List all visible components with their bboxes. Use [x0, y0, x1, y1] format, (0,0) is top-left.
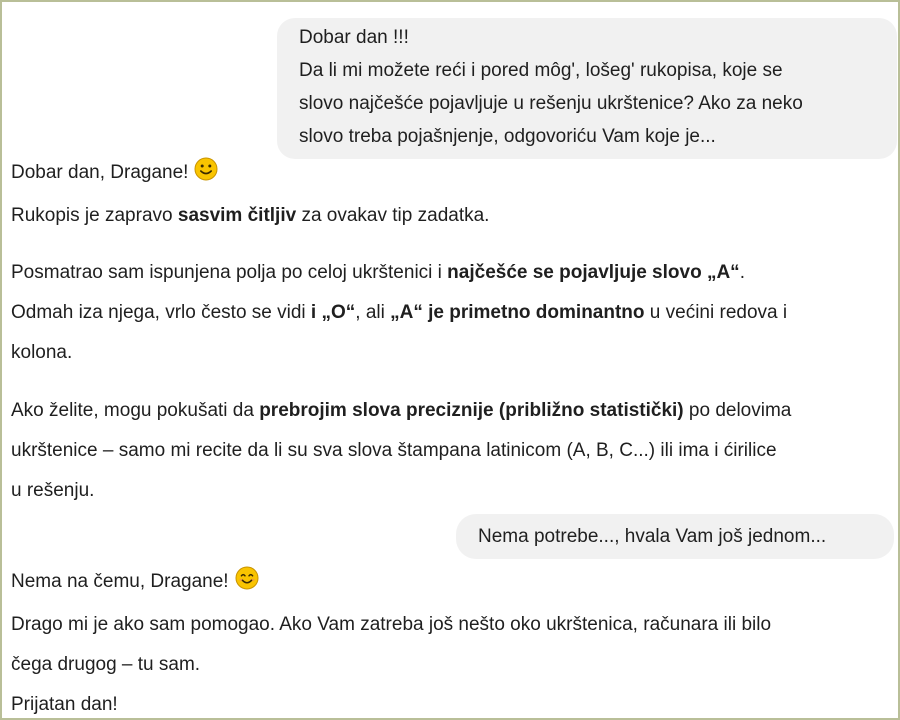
slightly-smiling-face-icon [194, 156, 218, 196]
reply-bold-text: prebrojim slova preciznije (približno statistički) [259, 400, 684, 421]
reply-text: . [739, 262, 745, 283]
user-message-text: Nema potrebe..., hvala Vam još jednom... [478, 526, 827, 547]
assistant-reply [11, 153, 890, 511]
reply-greeting: Dobar dan, Dragane! [11, 162, 189, 183]
user-message-bubble [456, 514, 894, 559]
reply-text: čega drugog – tu sam. [11, 654, 201, 675]
reply-text: Rukopis je zapravo [11, 205, 178, 226]
reply-greeting: Nema na čemu, Dragane! [11, 571, 229, 592]
reply-bold-text: „A“ je primetno dominantno [390, 302, 645, 323]
assistant-reply [11, 562, 890, 720]
reply-greeting-line [11, 153, 890, 196]
user-message-line: slovo treba pojašnjenje, odgovoriću Vam koje je... [299, 126, 716, 147]
user-message-line: Dobar dan !!! [299, 27, 409, 48]
reply-text: Drago mi je ako sam pomogao. Ako Vam zatreba još nešto oko ukrštenica, računara ili bilo [11, 614, 772, 635]
user-message-line: Da li mi možete reći i pored môg', lošeg' rukopisa, koje se [299, 60, 783, 81]
user-message-bubble [277, 18, 897, 159]
reply-paragraph [11, 391, 890, 431]
reply-text: Odmah iza njega, vrlo često se vidi [11, 302, 311, 323]
smiling-face-with-smiling-eyes-icon [235, 565, 259, 605]
reply-text: Ako želite, mogu pokušati da [11, 400, 260, 421]
reply-paragraph [11, 196, 890, 236]
reply-bold-text: najčešće se pojavljuje slovo „A“ [447, 262, 740, 283]
reply-text: kolona. [11, 342, 73, 363]
reply-text: u većini redova i [644, 302, 788, 323]
chat-transcript [2, 2, 898, 718]
reply-paragraph [11, 293, 890, 333]
reply-bold-text: sasvim čitljiv [177, 205, 297, 226]
reply-text: Prijatan dan! [11, 694, 118, 715]
reply-text: ukrštenice – samo mi recite da li su sva slova štampana latinicom (A, B, C...) ili ima i ćirilice [11, 440, 777, 461]
reply-text: Posmatrao sam ispunjena polja po celoj ukrštenici i [11, 262, 448, 283]
user-message-line: slovo najčešće pojavljuje u rešenju ukrštenice? Ako za neko [299, 93, 803, 114]
reply-text: po delovima [683, 400, 792, 421]
reply-text: za ovakav tip zadatka. [296, 205, 490, 226]
reply-paragraph [11, 253, 890, 293]
reply-bold-text: i „O“ [310, 302, 356, 323]
reply-greeting-line [11, 562, 890, 605]
reply-text: , ali [355, 302, 391, 323]
reply-text: u rešenju. [11, 480, 95, 501]
